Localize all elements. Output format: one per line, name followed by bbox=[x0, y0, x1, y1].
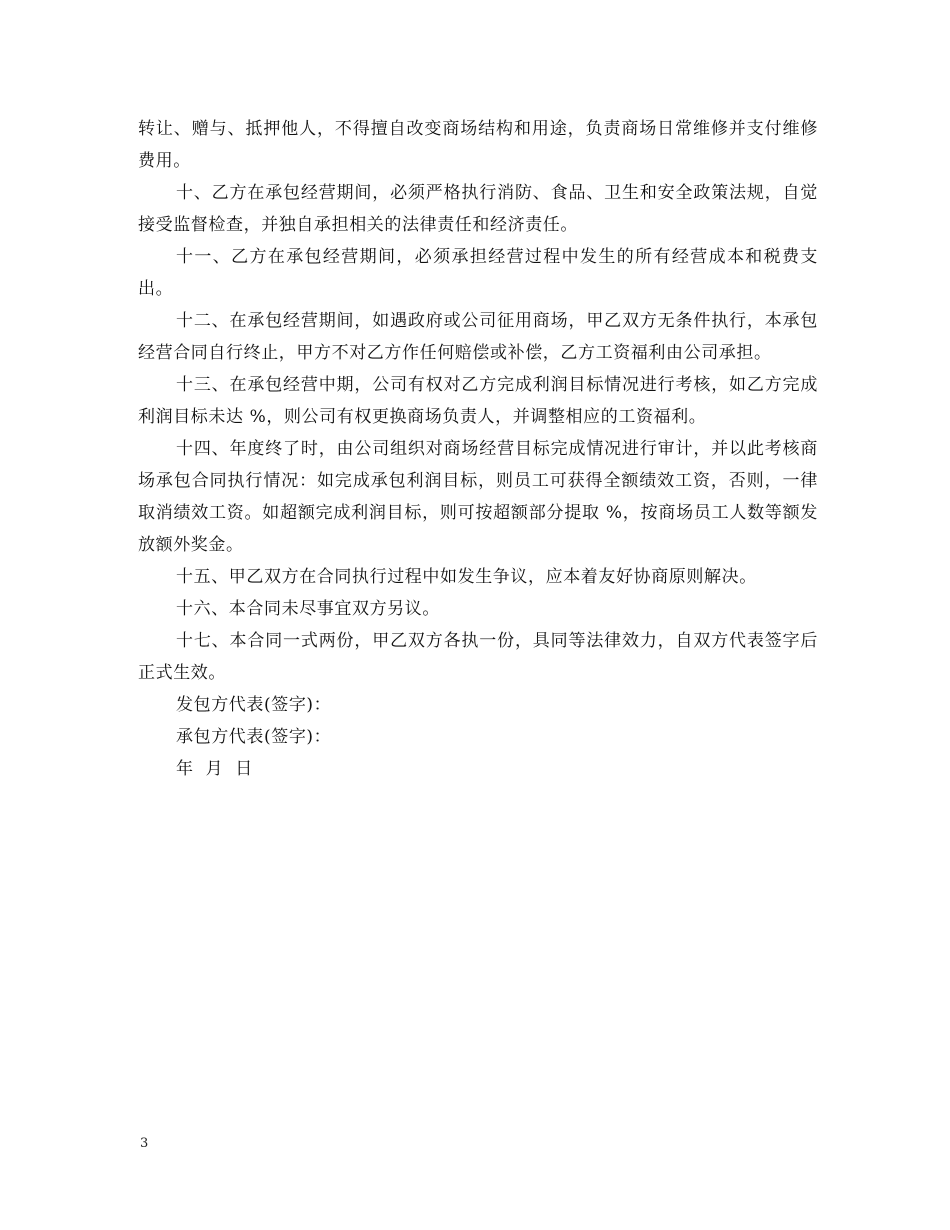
clause-10: 十、乙方在承包经营期间，必须严格执行消防、食品、卫生和安全政策法规，自觉接受监督检查，并独自承担相关的法律责任和经济责任。 bbox=[138, 183, 818, 235]
clause-17: 十七、本合同一式两份，甲乙双方各执一份，具同等法律效力，自双方代表签字后正式生效。 bbox=[138, 631, 818, 683]
clause-13: 十三、在承包经营中期，公司有权对乙方完成利润目标情况进行考核，如乙方完成利润目标未达 %，则公司有权更换商场负责人，并调整相应的工资福利。 bbox=[138, 375, 818, 427]
clause-15: 十五、甲乙双方在合同执行过程中如发生争议，应本着友好协商原则解决。 bbox=[176, 567, 757, 587]
issuer-signature-line: 发包方代表(签字)： bbox=[176, 695, 332, 715]
date-line: 年 月 日 bbox=[176, 759, 253, 779]
clause-11: 十一、乙方在承包经营期间，必须承担经营过程中发生的所有经营成本和税费支出。 bbox=[138, 247, 818, 299]
clause-16: 十六、本合同未尽事宜双方另议。 bbox=[176, 599, 440, 619]
contractor-signature-line: 承包方代表(签字)： bbox=[176, 727, 332, 747]
clause-14: 十四、年度终了时，由公司组织对商场经营目标完成情况进行审计，并以此考核商场承包合同执行情况：如完成承包利润目标，则员工可获得全额绩效工资，否则，一律取消绩效工资。如超额完成利润目标，则可按超额部分提取 %，按商场员工人数等额发放额外奖金。 bbox=[138, 439, 818, 555]
page-number: 3 bbox=[140, 1136, 149, 1151]
paragraph-continuation: 转让、赠与、抵押他人，不得擅自改变商场结构和用途，负责商场日常维修并支付维修费用。 bbox=[138, 119, 818, 171]
clause-12: 十二、在承包经营期间，如遇政府或公司征用商场，甲乙双方无条件执行，本承包经营合同自行终止，甲方不对乙方作任何赔偿或补偿，乙方工资福利由公司承担。 bbox=[138, 311, 818, 363]
document-body bbox=[138, 113, 818, 785]
